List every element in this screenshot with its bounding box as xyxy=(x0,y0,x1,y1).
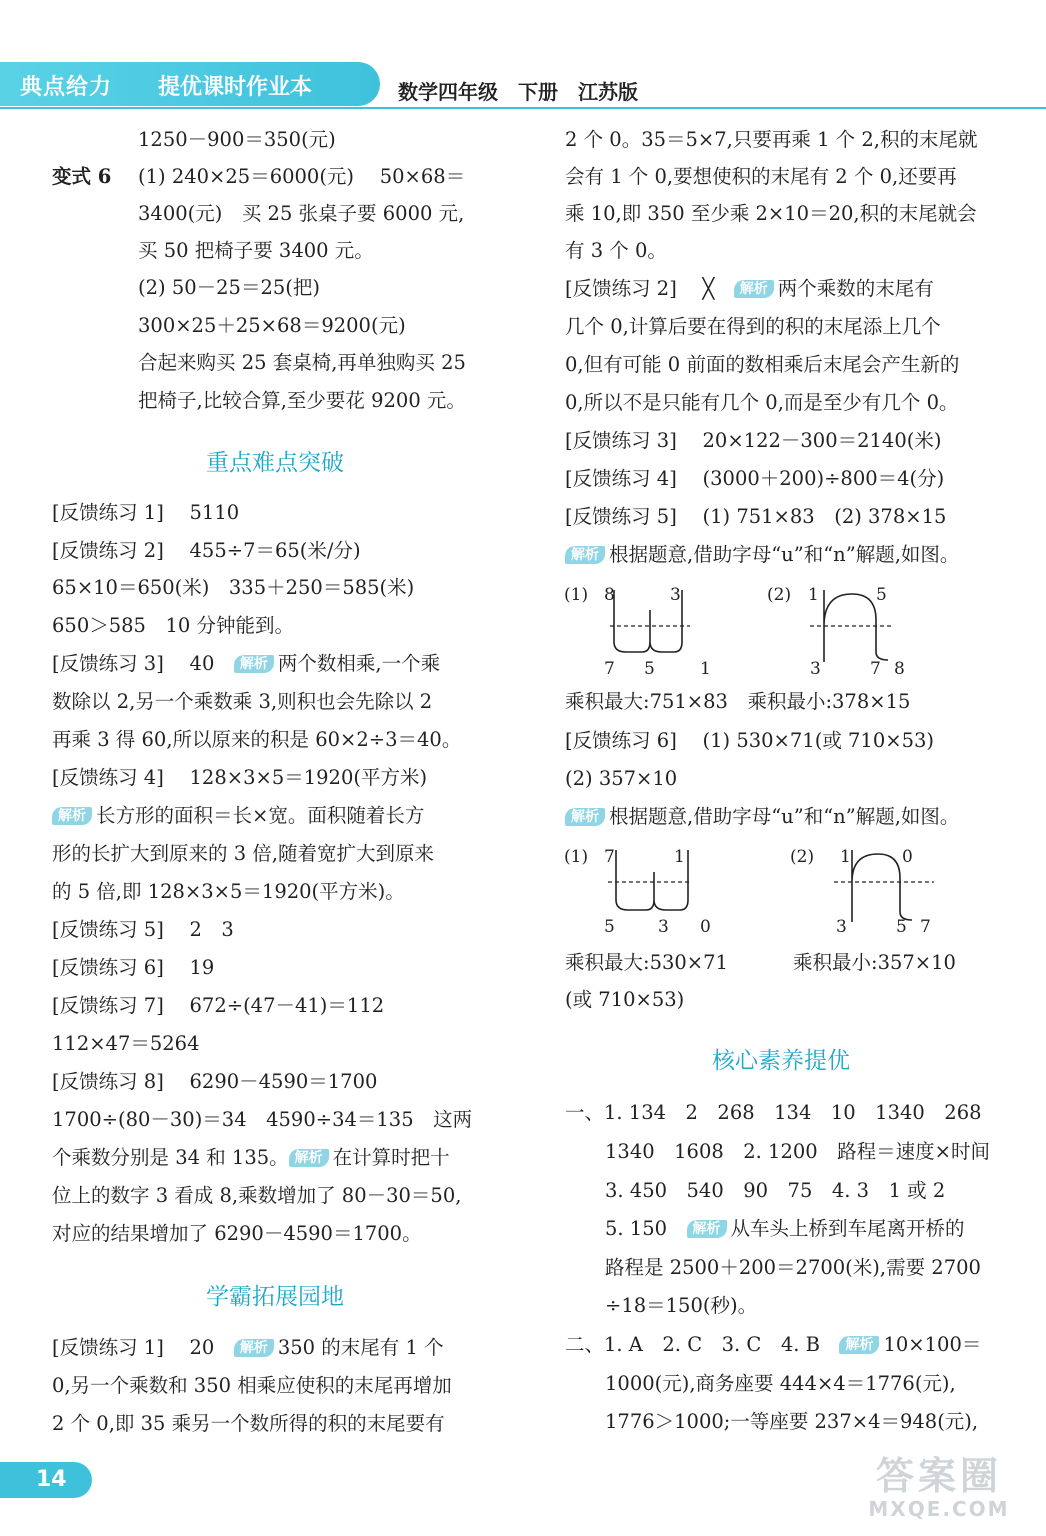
diagram-label: (1) xyxy=(564,585,589,605)
text-line: 650＞585 10 分钟能到。 xyxy=(52,614,294,637)
digit: 5 xyxy=(876,585,887,605)
analysis-text: 两个乘数的末尾有 xyxy=(777,277,934,300)
n-diagram xyxy=(767,585,905,679)
text-line: 2 个 0,即 35 乘另一个数所得的积的末尾要有 xyxy=(52,1412,445,1435)
analysis-text: 根据题意,借助字母“u”和“n”解题,如图。 xyxy=(609,543,960,566)
text-line: 112×47＝5264 xyxy=(52,1032,200,1055)
analysis-badge: 解析 xyxy=(734,280,774,298)
analysis-badge: 解析 xyxy=(565,808,605,826)
text-line: 数除以 2,另一个乘数乘 3,则积也会先除以 2 xyxy=(52,690,433,713)
text-line xyxy=(565,545,959,565)
text-line: 1250－900＝350(元) xyxy=(138,128,336,151)
page-number: 14 xyxy=(0,1462,92,1498)
text-line: 路程是 2500＋200＝2700(米),需要 2700 xyxy=(605,1256,981,1279)
analysis-text: 长方形的面积＝长×宽。面积随着长方 xyxy=(96,804,425,827)
text-line: ÷18＝150(秒)。 xyxy=(605,1294,758,1317)
text-line: (或 710×53) xyxy=(565,988,685,1011)
text-line xyxy=(565,807,959,827)
digit: 1 xyxy=(840,847,851,867)
text-line: 把椅子,比较合算,至少要花 9200 元。 xyxy=(138,389,466,412)
text-line: 0,另一个乘数和 350 相乘应使积的末尾再增加 xyxy=(52,1374,452,1397)
text-line: 形的长扩大到原来的 3 倍,随着宽扩大到原来 xyxy=(52,842,435,865)
digit: 7 xyxy=(920,917,931,937)
digit: 8 xyxy=(894,659,905,679)
text-line: 位上的数字 3 看成 8,乘数增加了 80－30＝50, xyxy=(52,1184,462,1207)
analysis-text: 两个数相乘,一个乘 xyxy=(277,652,441,675)
answer-line: [反馈练习 7] 672÷(47－41)＝112 xyxy=(52,994,385,1017)
text-line: 2 个 0。35＝5×7,只要再乘 1 个 2,积的末尾就 xyxy=(565,128,978,151)
digit: 3 xyxy=(810,659,821,679)
watermark xyxy=(854,1455,1024,1525)
digit: 7 xyxy=(604,659,615,679)
answer-line xyxy=(605,1219,965,1239)
analysis-badge: 解析 xyxy=(687,1220,727,1238)
analysis-badge: 解析 xyxy=(234,1339,274,1357)
text-line: 合起来购买 25 套桌椅,再单独购买 25 xyxy=(138,351,466,374)
analysis-text: 350 的末尾有 1 个 xyxy=(277,1336,444,1359)
digit: 0 xyxy=(902,847,913,867)
text-line: 65×10＝650(米) 335＋250＝585(米) xyxy=(52,576,415,599)
text-line: 有 3 个 0。 xyxy=(565,239,667,262)
text-line: 3400(元) 买 25 张桌子要 6000 元, xyxy=(138,202,465,225)
variant-label: 变式 6 xyxy=(52,165,112,188)
diagram-label: (1) xyxy=(564,847,589,867)
analysis-badge: 解析 xyxy=(289,1149,329,1167)
analysis-text: 从车头上桥到车尾离开桥的 xyxy=(730,1217,965,1240)
feedback-label: [反馈练习 3] xyxy=(52,652,164,675)
diagram-label: (2) xyxy=(790,847,815,867)
text-line: (1) 240×25＝6000(元) 50×68＝ xyxy=(138,165,466,188)
diagram-label: (2) xyxy=(767,585,792,605)
text-line xyxy=(52,806,424,826)
text-span: 二、1. A 2. C 3. C 4. B xyxy=(565,1333,820,1356)
section-title: 核心素养提优 xyxy=(712,1048,850,1074)
answer-line xyxy=(52,654,440,674)
text-span: [反馈练习 2] ╳ xyxy=(565,277,715,300)
text-line: 买 50 把椅子要 3400 元。 xyxy=(138,239,374,262)
text-line: 几个 0,计算后要在得到的积的末尾添上几个 xyxy=(565,315,941,338)
answer-line: [反馈练习 2] 455÷7＝65(米/分) xyxy=(52,539,361,562)
answer-line xyxy=(52,1338,444,1358)
analysis-text: 在计算时把十 xyxy=(332,1146,450,1169)
analysis-badge: 解析 xyxy=(234,655,274,673)
un-diagram-row xyxy=(562,842,1022,942)
digit: 0 xyxy=(700,917,711,937)
digit: 1 xyxy=(700,659,711,679)
series-name: 提优课时作业本 xyxy=(158,75,313,100)
analysis-badge: 解析 xyxy=(52,807,92,825)
analysis-badge: 解析 xyxy=(839,1336,879,1354)
answer-line: [反馈练习 5] 2 3 xyxy=(52,918,234,941)
text-line: 1000(元),商务座要 444×4＝1776(元), xyxy=(605,1372,956,1395)
text-span: 个乘数分别是 34 和 135。 xyxy=(52,1146,289,1169)
answer-line: [反馈练习 5] (1) 751×83 (2) 378×15 xyxy=(565,505,947,528)
answer-line: [反馈练习 3] 20×122－300＝2140(米) xyxy=(565,429,942,452)
digit: 3 xyxy=(658,917,669,937)
text-line: 乘积最大:530×71 xyxy=(565,951,728,974)
text-line: 会有 1 个 0,要想使积的末尾有 2 个 0,还要再 xyxy=(565,165,957,188)
answer-line: [反馈练习 8] 6290－4590＝1700 xyxy=(52,1070,378,1093)
answer-line: 一、1. 134 2 268 134 10 1340 268 xyxy=(565,1101,982,1124)
digit: 1 xyxy=(808,585,819,605)
text-line: 乘积最大:751×83 乘积最小:378×15 xyxy=(565,690,911,713)
digit: 8 xyxy=(604,585,615,605)
answer-value: 40 xyxy=(189,652,215,675)
answer-line xyxy=(565,1335,981,1355)
digit: 3 xyxy=(836,917,847,937)
n-diagram xyxy=(790,847,934,937)
answer-line: [反馈练习 1] 5110 xyxy=(52,501,240,524)
text-line: 的 5 倍,即 128×3×5＝1920(平方米)。 xyxy=(52,880,405,903)
text-span: [反馈练习 1] 20 xyxy=(52,1336,215,1359)
digit: 5 xyxy=(604,917,615,937)
digit: 3 xyxy=(670,585,681,605)
text-line: 1700÷(80－30)＝34 4590÷34＝135 这两 xyxy=(52,1108,473,1131)
text-line xyxy=(52,1148,450,1168)
section-title: 重点难点突破 xyxy=(206,450,344,476)
text-line: 300×25＋25×68＝9200(元) xyxy=(138,314,406,337)
text-line: 1776＞1000;一等座要 237×4＝948(元), xyxy=(605,1410,979,1433)
text-line: (2) 357×10 xyxy=(565,767,678,790)
watermark-url: MXQE.COM xyxy=(868,1497,1010,1521)
header-rule xyxy=(0,107,1046,109)
text-line: 对应的结果增加了 6290－4590＝1700。 xyxy=(52,1222,422,1245)
answer-line: 1340 1608 2. 1200 路程＝速度×时间 xyxy=(605,1140,991,1163)
text-line: 0,但有可能 0 前面的数相乘后末尾会产生新的 xyxy=(565,353,960,376)
u-diagram xyxy=(564,585,711,679)
text-line: 0,所以不是只能有几个 0,而是至少有几个 0。 xyxy=(565,391,959,414)
digit: 5 xyxy=(644,659,655,679)
text-line: 乘积最小:357×10 xyxy=(793,951,956,974)
answer-line xyxy=(565,279,934,299)
text-span: 5. 150 xyxy=(605,1217,668,1240)
digit: 5 xyxy=(896,917,907,937)
analysis-badge: 解析 xyxy=(565,546,605,564)
u-diagram xyxy=(564,847,711,937)
un-diagram-row xyxy=(562,580,1022,680)
answer-line: [反馈练习 6] 19 xyxy=(52,956,215,979)
book-title: 数学四年级 下册 江苏版 xyxy=(398,80,638,104)
digit: 7 xyxy=(604,847,615,867)
watermark-text: 答案圈 xyxy=(875,1454,1002,1498)
digit: 1 xyxy=(674,847,685,867)
section-title: 学霸拓展园地 xyxy=(206,1284,344,1310)
answer-line: 3. 450 540 90 75 4. 3 1 或 2 xyxy=(605,1179,946,1202)
analysis-text: 根据题意,借助字母“u”和“n”解题,如图。 xyxy=(609,805,960,828)
answer-line: [反馈练习 4] (3000＋200)÷800＝4(分) xyxy=(565,467,945,490)
answer-line: [反馈练习 6] (1) 530×71(或 710×53) xyxy=(565,729,934,752)
text-line: 乘 10,即 350 至少乘 2×10＝20,积的末尾就会 xyxy=(565,202,977,225)
text-line: 再乘 3 得 60,所以原来的积是 60×2÷3＝40。 xyxy=(52,728,462,751)
digit: 7 xyxy=(870,659,881,679)
text-line: (2) 50－25＝25(把) xyxy=(138,276,320,299)
analysis-text: 10×100＝ xyxy=(883,1333,982,1356)
series-logo: 典点给力 xyxy=(20,75,113,100)
answer-line: [反馈练习 4] 128×3×5＝1920(平方米) xyxy=(52,766,428,789)
